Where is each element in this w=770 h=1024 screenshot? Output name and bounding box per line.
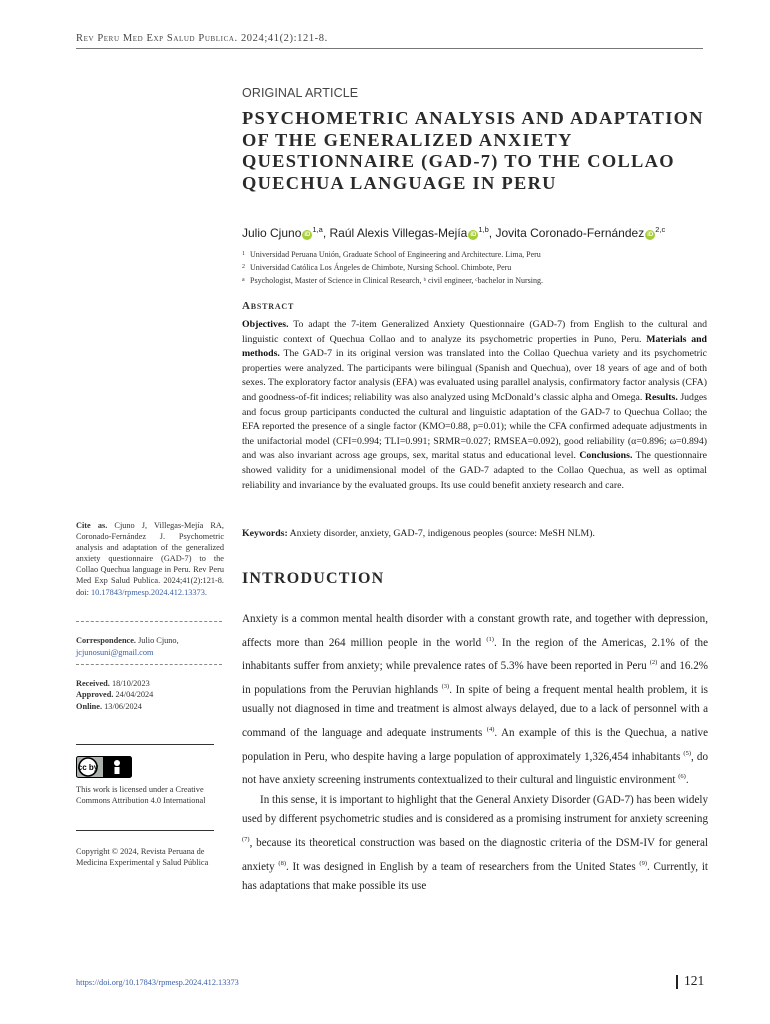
reference-citation: (8) bbox=[278, 859, 286, 867]
divider bbox=[76, 744, 214, 745]
text-run: , do not have anxiety screening instruments contextualized to their cultural and linguistic environment bbox=[242, 750, 709, 787]
email-link[interactable]: jcjunosuni@gmail.com bbox=[76, 647, 154, 657]
text-run: . bbox=[685, 774, 689, 787]
cc-by-license-icon[interactable] bbox=[76, 756, 132, 778]
article-title: PSYCHOMETRIC ANALYSIS AND ADAPTATION OF THE GENERALIZED ANXIETY QUESTIONNAIRE (GAD-7) TO THE COLLAO QUECHUA LANGUAGE IN PERU bbox=[242, 108, 704, 193]
orcid-icon[interactable]: iD bbox=[470, 232, 477, 238]
text-run: . It was designed in English by a team of researchers from the United States bbox=[286, 860, 640, 873]
reference-citation: (6) bbox=[678, 773, 686, 781]
paragraph bbox=[242, 610, 708, 791]
paragraph bbox=[242, 791, 708, 897]
author-name: Raúl Alexis Villegas-Mejía bbox=[329, 226, 468, 240]
copyright-text: Copyright © 2024, Revista Peruana de Medicina Experimental y Salud Pública bbox=[76, 847, 209, 868]
footer-doi-link[interactable]: https://doi.org/10.17843/rpmesp.2024.412.13373 bbox=[76, 978, 239, 987]
author-affiliation-mark: 1,b bbox=[478, 225, 489, 234]
reference-citation: (9) bbox=[639, 859, 647, 867]
abstract-text: Objectives. To adapt the 7-item Generalized Anxiety Questionnaire (GAD-7) from English to the cultural and linguistic context of Quechua Collao and to analyze its psychometric properties in Puno, Peru. Materials and methods. The GAD-7 in its original version was translated into the Collao Quechua variety and its psychometric properties were analyzed. The participants were bilingual (Spanish and Quechua), over 18 years of age and of both sexes. The exploratory factor analysis (EFA) was evaluated using parallel analysis, confirmatory factor analysis (CFA) and goodness-of-fit indices; reliability was also analyzed using McDonald’s classic alpha and Omega. Results. Judges and focus group participants conducted the cultural and linguistic adaptation of the GAD-7 to Quechua Collao; the EFA reported the presence of a single factor (KMO=0.88, p=0.01); while the CFA confirmed adequate adjustments in the unifactorial model (CFI=0.994; TLI=0.991; SRMR=0.027; RMSEA=0.092), good reliability (α=0.896; ω=0.894) and was also invariant across age groups, sex, marital status and educational level. Conclusions. The questionnaire showed validity for a unidimensional model of the GAD-7 adapted to the Collao Quechua, as well as optimal reliability and invariance by the evaluated groups. Its use could benefit anxiety research and care. bbox=[242, 319, 708, 491]
affiliation-item: 1 Universidad Peruana Unión, Graduate School of Engineering and Architecture. Lima, Peru bbox=[242, 250, 541, 259]
affiliation-item: 2 Universidad Católica Los Ángeles de Chimbote, Nursing School. Chimbote, Peru bbox=[242, 263, 512, 272]
article-dates: Received. 18/10/2023 Approved. 24/04/2024 Online. 13/06/2024 bbox=[76, 679, 154, 711]
author-affiliation-mark: 1,a bbox=[312, 225, 323, 234]
divider bbox=[76, 621, 222, 622]
text-run: Anxiety is a common mental health disorder with a constant growth rate, and together with depression, affects more than 264 million people in the world bbox=[242, 613, 708, 649]
reference-citation: (5) bbox=[683, 749, 691, 757]
page-number-bar bbox=[676, 975, 678, 989]
affiliations bbox=[242, 248, 712, 287]
text-run: In this sense, it is important to highlight that the General Anxiety Disorder (GAD-7) has been widely used by different psychometric studies and is considered as a promising instrument for anxiety screening bbox=[242, 793, 708, 826]
orcid-icon[interactable]: iD bbox=[304, 232, 311, 238]
article-type: ORIGINAL ARTICLE bbox=[242, 86, 359, 100]
orcid-icon[interactable]: iD bbox=[647, 232, 654, 238]
text-run: . In the region of the Americas, 2.1% of the inhabitants suffer from anxiety; while prevalence rates of 5.3% have been reported in Peru bbox=[242, 636, 708, 673]
author-name: Julio Cjuno bbox=[242, 226, 302, 240]
body-text bbox=[242, 610, 708, 897]
reference-citation: (4) bbox=[486, 725, 495, 733]
reference-citation: (7) bbox=[242, 835, 250, 843]
author-name: Jovita Coronado-Fernández bbox=[495, 226, 645, 240]
divider bbox=[76, 830, 214, 831]
reference-citation: (2) bbox=[649, 659, 658, 667]
keywords: Keywords: Anxiety disorder, anxiety, GAD-7, indigenous peoples (source: MeSH NLM). bbox=[242, 528, 595, 539]
reference-citation: (1) bbox=[486, 635, 494, 643]
author-affiliation-mark: 2,c bbox=[655, 225, 666, 234]
reference-citation: (3) bbox=[441, 682, 450, 690]
section-heading-introduction: INTRODUCTION bbox=[242, 570, 385, 587]
text-run: . Currently, it has adaptations that make possible its use bbox=[242, 860, 708, 893]
text-run: and 16.2% in populations from the Peruvian highlands bbox=[242, 660, 708, 696]
running-head: Rev Peru Med Exp Salud Publica. 2024;41(2):121-8. bbox=[76, 33, 328, 44]
page-number: 121 bbox=[684, 973, 705, 988]
header-rule bbox=[76, 48, 703, 49]
doi-link[interactable]: 10.17843/rpmesp.2024.412.13373. bbox=[91, 587, 207, 597]
author-list: Julio Cjuno iD$^{1,a}$, Raúl Alexis Villegas-Mejía iD$^{1,b}$, Jovita Coronado-Fernández iD$^{2,c}$ bbox=[242, 225, 666, 240]
text-run: . An example of this is the Quechua, a native population in Peru, who despite having a large population of approximately 1,326,454 inhabitants bbox=[242, 726, 708, 763]
license-text: This work is licensed under a Creative Commons Attribution 4.0 International bbox=[76, 785, 206, 806]
divider bbox=[76, 664, 222, 665]
text-run: , because its theoretical construction was based on the diagnostic criteria of the DSM-IV for general anxiety bbox=[242, 836, 708, 873]
citation-box: Cite as. Cjuno J, Villegas-Mejía RA, Coronado-Fernández J. Psychometric analysis and adaptation of the generalized anxiety questionnaire (GAD-7) to the Collao Quechua language in Peru. Rev Peru Med Exp Salud Publica. 2024;41(2):121-8. doi: 10.17843/rpmesp.2024.412.13373. bbox=[76, 521, 224, 597]
svg-text:cc by: cc by bbox=[77, 763, 99, 772]
text-run: . In spite of being a frequent mental health problem, it is usually not diagnosed in time and treatment is almost always delayed, due to a lack of personnel with a command of the language and adequate instruments bbox=[242, 683, 708, 739]
abstract-heading: Abstract bbox=[242, 300, 295, 312]
correspondence: Correspondence. Julio Cjuno, jcjunosuni@gmail.com bbox=[76, 636, 179, 657]
affiliation-item: a Psychologist, Master of Science in Clinical Research, ᵇ civil engineer, ᶜbachelor in Nursing. bbox=[242, 276, 544, 285]
